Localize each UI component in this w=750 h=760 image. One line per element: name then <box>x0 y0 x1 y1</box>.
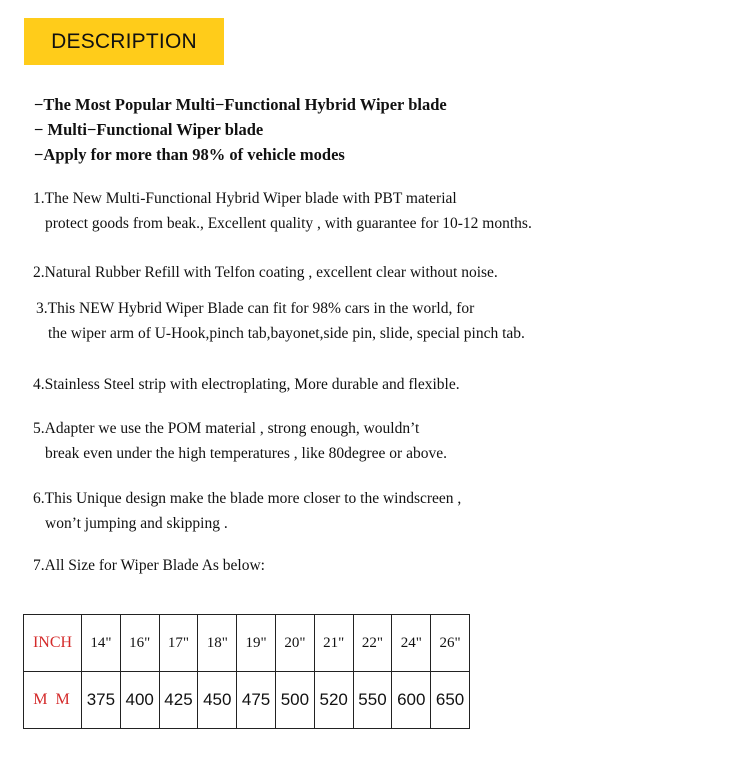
mm-cell: 375 <box>82 672 121 729</box>
mm-cell: 500 <box>275 672 314 729</box>
feature-paragraph-1 <box>33 186 532 236</box>
mm-cell: 450 <box>198 672 237 729</box>
inch-cell: 21" <box>314 615 353 672</box>
inch-cell: 16" <box>120 615 159 672</box>
paragraph-line: 2.Natural Rubber Refill with Telfon coating , excellent clear without noise. <box>33 264 498 281</box>
mm-cell: 400 <box>120 672 159 729</box>
mm-cell: 550 <box>353 672 392 729</box>
mm-row <box>24 672 470 729</box>
bullet-line: −The Most Popular Multi−Functional Hybrid Wiper blade <box>34 95 447 114</box>
mm-cell: 600 <box>392 672 431 729</box>
mm-cell: 520 <box>314 672 353 729</box>
description-title: DESCRIPTION <box>51 29 197 53</box>
paragraph-line: won’t jumping and skipping . <box>45 515 228 532</box>
inch-cell: 24" <box>392 615 431 672</box>
inch-cell: 20" <box>275 615 314 672</box>
paragraph-line: 4.Stainless Steel strip with electroplating, More durable and flexible. <box>33 376 460 393</box>
mm-cell: 425 <box>159 672 198 729</box>
feature-paragraph-2 <box>33 260 498 285</box>
paragraph-line: break even under the high temperatures , like 80degree or above. <box>45 445 447 462</box>
inch-cell: 17" <box>159 615 198 672</box>
inch-cell: 22" <box>353 615 392 672</box>
paragraph-line: protect goods from beak., Excellent quality , with guarantee for 10-12 months. <box>45 215 532 232</box>
paragraph-line: 3.This NEW Hybrid Wiper Blade can fit for 98% cars in the world, for <box>36 300 475 317</box>
inch-cell: 18" <box>198 615 237 672</box>
inch-cell: 14" <box>82 615 121 672</box>
wiper-size-table <box>23 614 470 729</box>
description-header <box>24 18 224 65</box>
bullet-line: − Multi−Functional Wiper blade <box>34 120 264 139</box>
feature-bullet-list <box>34 92 447 167</box>
mm-label: MM <box>33 691 78 708</box>
mm-label-cell <box>24 672 82 729</box>
inch-row <box>24 615 470 672</box>
inch-cell: 26" <box>431 615 470 672</box>
feature-paragraph-3 <box>36 296 525 346</box>
feature-paragraph-7 <box>33 553 265 578</box>
paragraph-line: 6.This Unique design make the blade more closer to the windscreen , <box>33 490 462 507</box>
feature-paragraph-5 <box>33 416 447 466</box>
paragraph-line: the wiper arm of U-Hook,pinch tab,bayonet,side pin, slide, special pinch tab. <box>48 325 525 342</box>
paragraph-line: 7.All Size for Wiper Blade As below: <box>33 557 265 574</box>
feature-paragraph-6 <box>33 486 461 536</box>
inch-cell: 19" <box>237 615 276 672</box>
feature-paragraph-4 <box>33 372 460 397</box>
bullet-line: −Apply for more than 98% of vehicle modes <box>34 145 345 164</box>
paragraph-line: 1.The New Multi-Functional Hybrid Wiper blade with PBT material <box>33 190 457 207</box>
paragraph-line: 5.Adapter we use the POM material , strong enough, wouldn’t <box>33 420 420 437</box>
mm-cell: 650 <box>431 672 470 729</box>
inch-label: INCH <box>24 615 82 672</box>
mm-cell: 475 <box>237 672 276 729</box>
